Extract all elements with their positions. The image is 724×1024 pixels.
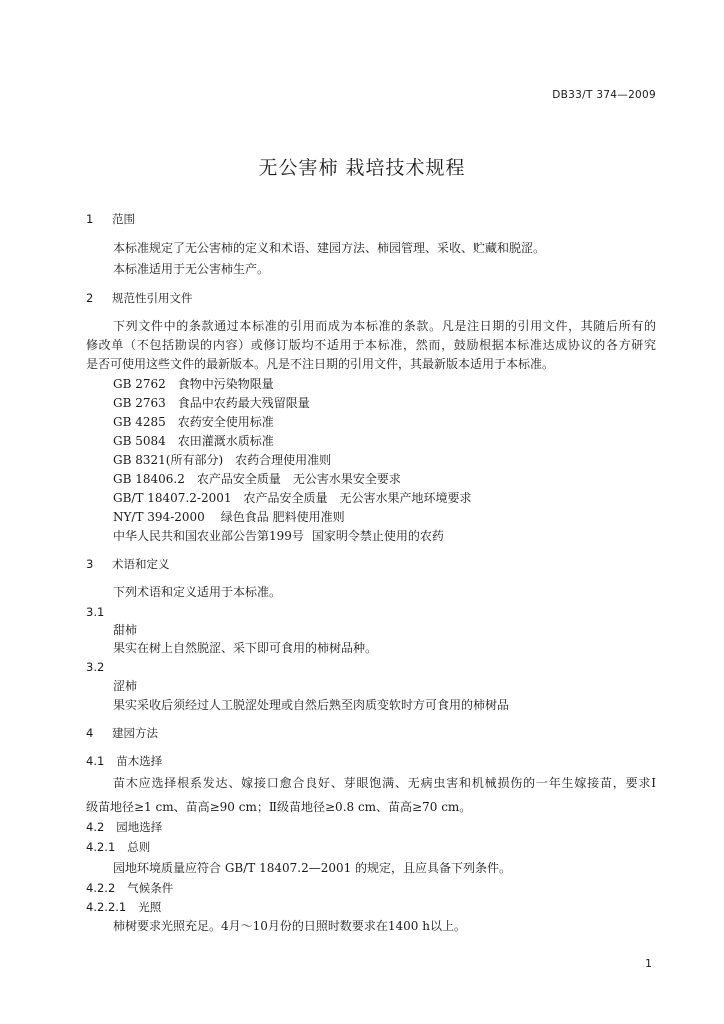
section-4-2-2-1-heading: 4.2.2.1 光照 bbox=[86, 900, 162, 914]
reference-item: GB 5084 农田灌溉水质标准 bbox=[113, 434, 274, 448]
document-title: 无公害柿 栽培技术规程 bbox=[258, 157, 466, 179]
reference-item: GB/T 18407.2-2001 农产品安全质量 无公害水果产地环境要求 bbox=[113, 491, 472, 505]
section-2-paragraph-line-2: 修改单（不包括勘误的内容）或修订版均不适用于本标准，然而，鼓励根据本标准达成协议的各方研究 bbox=[86, 338, 656, 352]
term-definition: 果实采收后须经过人工脱涩处理或自然后熟至肉质变软时方可食用的柿树品 bbox=[113, 698, 510, 712]
section-1-paragraph-1: 本标准规定了无公害柿的定义和术语、建园方法、柿园管理、采收、贮藏和脱涩。 bbox=[113, 241, 546, 255]
section-1-paragraph-2: 本标准适用于无公害柿生产。 bbox=[113, 262, 270, 276]
section-4-2-2-heading: 4.2.2 气候条件 bbox=[86, 881, 174, 895]
section-4-1-heading: 4.1 苗木选择 bbox=[86, 754, 163, 768]
document-id-header: DB33/T 374—2009 bbox=[552, 89, 656, 101]
section-4-2-heading: 4.2 园地选择 bbox=[86, 820, 163, 834]
section-4-heading: 4 建园方法 bbox=[86, 726, 158, 740]
section-3-intro: 下列术语和定义适用于本标准。 bbox=[113, 585, 282, 599]
section-4-1-line-2: 级苗地径≥1 cm、苗高≥90 cm；Ⅱ级苗地径≥0.8 cm、苗高≥70 cm。 bbox=[86, 800, 472, 814]
reference-item: GB 2762 食物中污染物限量 bbox=[113, 377, 274, 391]
term-name: 甜柿 bbox=[113, 623, 138, 637]
section-4-1-line-1: 苗木应选择根系发达、嫁接口愈合良好、芽眼饱满、无病虫害和机械损伤的一年生嫁接苗，要求Ⅰ bbox=[113, 776, 656, 790]
term-number: 3.1 bbox=[86, 605, 105, 619]
term-name: 涩柿 bbox=[113, 679, 138, 693]
page-number: 1 bbox=[645, 957, 652, 970]
section-4-2-1-text: 园地环境质量应符合 GB/T 18407.2—2001 的规定，且应具备下列条件。 bbox=[113, 861, 512, 875]
section-2-paragraph-line-3: 是否可使用这些文件的最新版本。凡是不注日期的引用文件，其最新版本适用于本标准。 bbox=[86, 357, 555, 371]
reference-item: NY/T 394-2000 绿色食品 肥料使用准则 bbox=[113, 510, 345, 524]
section-2-paragraph-line-1: 下列文件中的条款通过本标准的引用而成为本标准的条款。凡是注日期的引用文件，其随后所有的 bbox=[113, 319, 656, 333]
term-number: 3.2 bbox=[86, 660, 105, 674]
reference-item: 中华人民共和国农业部公告第199号 国家明令禁止使用的农药 bbox=[113, 529, 444, 543]
section-3-heading: 3 术语和定义 bbox=[86, 557, 170, 571]
section-1-heading: 1 范围 bbox=[86, 212, 135, 226]
reference-item: GB 18406.2 农产品安全质量 无公害水果安全要求 bbox=[113, 472, 401, 486]
term-definition: 果实在树上自然脱涩、采下即可食用的柿树品种。 bbox=[113, 641, 378, 655]
reference-item: GB 4285 农药安全使用标准 bbox=[113, 415, 274, 429]
section-4-2-2-1-text: 柿树要求光照充足。4月～10月份的日照时数要求在1400 h以上。 bbox=[113, 919, 466, 933]
reference-item: GB 8321(所有部分) 农药合理使用准则 bbox=[113, 453, 332, 467]
reference-item: GB 2763 食品中农药最大残留限量 bbox=[113, 396, 310, 410]
section-2-heading: 2 规范性引用文件 bbox=[86, 291, 193, 305]
section-4-2-1-heading: 4.2.1 总则 bbox=[86, 840, 151, 854]
